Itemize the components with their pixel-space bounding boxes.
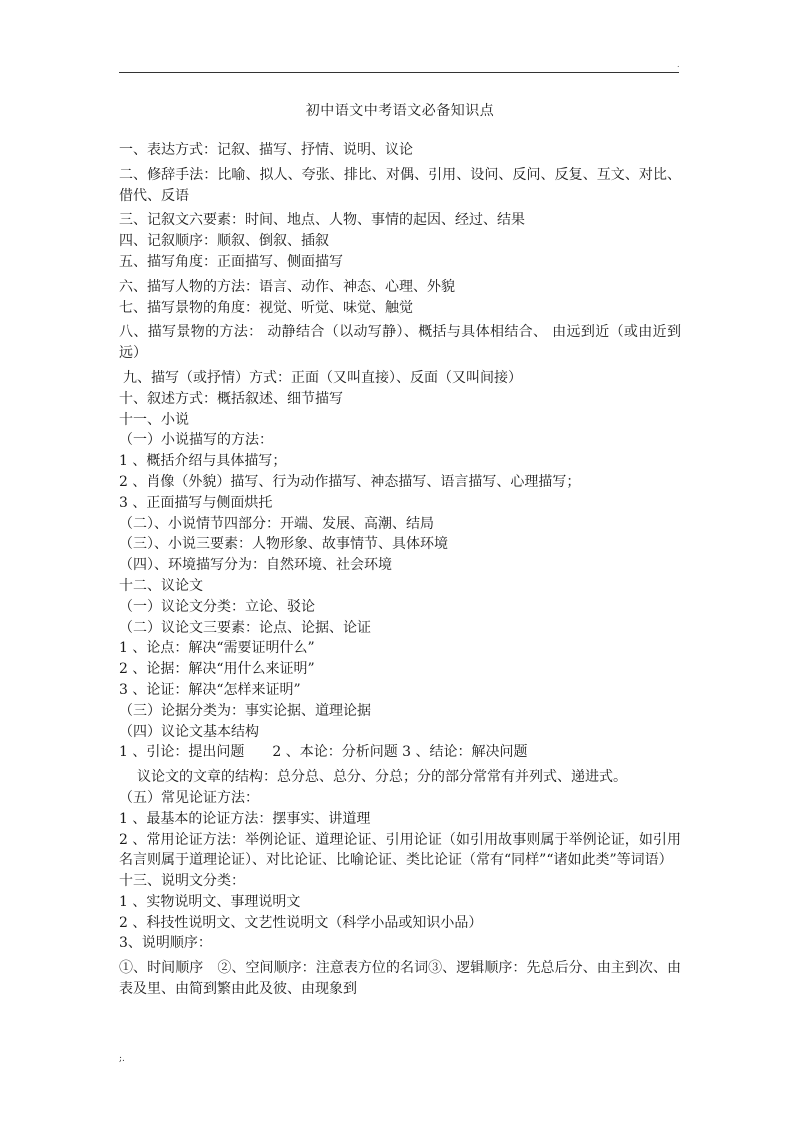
text-line: （二）议论文三要素：论点、论据、论证	[119, 619, 371, 636]
text-line: 1 、概括介绍与具体描写；	[119, 453, 287, 470]
text-line: 四、记叙顺序：顺叙、倒叙、插叙	[119, 233, 329, 250]
text-line: 五、描写角度：正面描写、侧面描写	[119, 253, 343, 270]
text-line: （二）、小说情节四部分：开端、发展、高潮、结局	[119, 515, 434, 532]
text-line: 1 、论点：解决“需要证明什么”	[119, 640, 315, 657]
text-line: （一）议论文分类：立论、驳论	[119, 598, 315, 615]
text-line: 十一、小说	[119, 411, 189, 428]
text-line: 十三、说明文分类：	[119, 873, 245, 890]
text-line: 2 、论据：解决“用什么来证明”	[119, 661, 315, 678]
header-mark: .	[677, 60, 680, 69]
text-line: 2 、肖像（外貌）描写、行为动作描写、神态描写、语言描写、心理描写；	[119, 473, 581, 490]
text-line: 1 、最基本的论证方法：摆事实、讲道理	[119, 810, 371, 827]
text-line: （三）、小说三要素：人物形象、故事情节、具体环境	[119, 536, 448, 553]
text-line: 六、描写人物的方法：语言、动作、神态、心理、外貌	[119, 278, 455, 295]
header-rule	[119, 72, 679, 73]
text-line: （一）小说描写的方法：	[119, 432, 273, 449]
text-line: 十二、议论文	[119, 577, 203, 594]
text-line: ①、时间顺序 ②、空间顺序：注意表方位的名词③、逻辑顺序：先总后分、由主到次、由表及里、由简到繁由此及彼、由现象到	[119, 960, 681, 998]
document-body	[119, 140, 681, 1000]
text-line: 议论文的文章的结构：总分总、总分、分总；分的部分常常有并列式、递进式。	[137, 769, 627, 786]
text-line: 3 、正面描写与侧面烘托	[119, 494, 273, 511]
text-line: 二、修辞手法：比喻、拟人、夸张、排比、对偶、引用、设问、反问、反复、互文、对比、借代、反语	[119, 166, 681, 204]
text-line: 1 、实物说明文、事理说明文	[119, 893, 301, 910]
text-line: 2 、科技性说明文、文艺性说明文（科学小品或知识小品）	[119, 914, 483, 931]
text-line: 七、描写景物的角度：视觉、听觉、味觉、触觉	[119, 299, 413, 316]
text-line: （四）议论文基本结构	[119, 723, 259, 740]
text-line: 一、表达方式：记叙、描写、抒情、说明、议论	[119, 142, 413, 158]
text-line: 3、说明顺序：	[119, 935, 212, 952]
text-line: 1 、引论：提出问题 2 、本论：分析问题 3 、结论：解决问题	[119, 744, 528, 761]
text-line: 八、描写景物的方法： 动静结合（以动写静）、概括与具体相结合、 由远到近（或由近到远）	[119, 324, 681, 362]
document-title: 初中语文中考语文必备知识点	[305, 103, 495, 119]
footer-mark: ;.	[119, 1054, 125, 1064]
text-line: 三、记叙文六要素：时间、地点、人物、事情的起因、经过、结果	[119, 212, 525, 229]
text-line: （四）、环境描写分为：自然环境、社会环境	[119, 557, 392, 574]
text-line: （五）常见论证方法：	[119, 789, 259, 806]
text-line: （三）论据分类为：事实论据、道理论据	[119, 702, 371, 719]
text-line: 十、叙述方式：概括叙述、细节描写	[119, 390, 343, 407]
text-line: 九、描写（或抒情）方式：正面（又叫直接）、反面（又叫间接）	[123, 369, 522, 386]
text-line: 2 、常用论证方法：举例论证、道理论证、引用论证（如引用故事则属于举例论证，如引用名言则属于道理论证）、对比论证、比喻论证、类比论证（常有“同样”“诸如此类”等词语）	[119, 831, 681, 869]
text-line: 3 、论证：解决“怎样来证明”	[119, 681, 301, 698]
